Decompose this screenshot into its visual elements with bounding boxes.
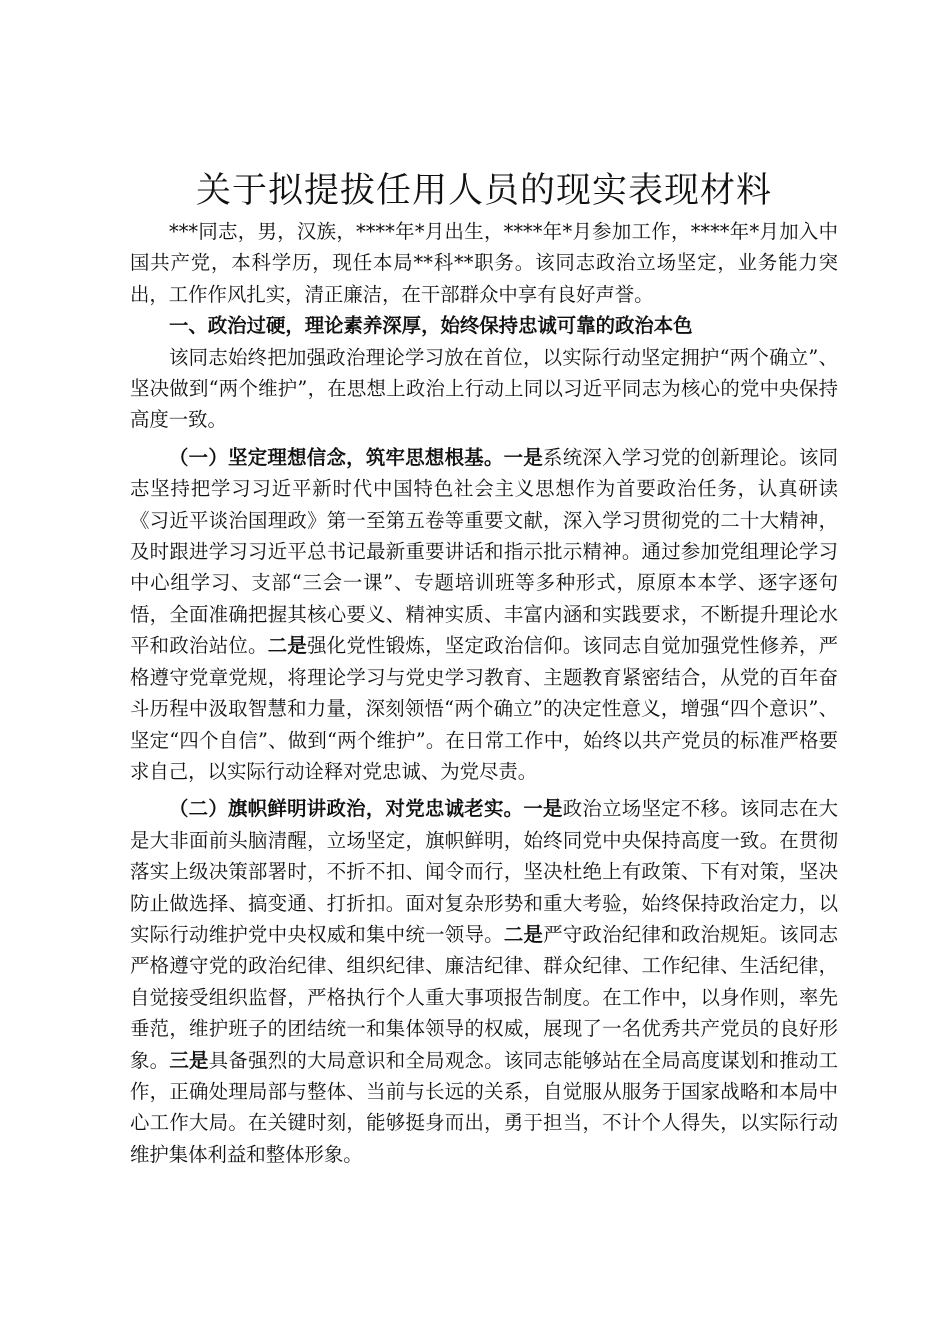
subsection-2-lead-2: 二是	[503, 922, 544, 946]
subsection-1-text-1: 系统深入学习党的创新理论。该同志坚持把学习习近平新时代中国特色社会主义思想作为首要政治任务，认真研读《习近平谈治国理政》第一至第五卷等重要文献，深入学习贯彻党的二十大精神，及时跟进学习习近平总书记最新重要讲话和指示批示精神。通过参加党组理论学习中心组学习、支部“三会一课”、专题培训班等多种形式，原原本本学、逐字逐句悟，全面准确把握其核心要义、精神实质、丰富内涵和实践要求，不断提升理论水平和政治站位。	[130, 445, 839, 658]
subsection-1-lead-2: 二是	[267, 634, 308, 658]
subsection-2-lead-1: 一是	[523, 797, 563, 821]
subsection-2-text-1: 政治立场坚定不移。该同志在大是大非面前头脑清醒，立场坚定，旗帜鲜明，始终同党中央保持高度一致。在贯彻落实上级决策部署时，不折不扣、闻令而行，坚决杜绝上有政策、下有对策，坚决防止做选择、搞变通、打折扣。面对复杂形势和重大考验，始终保持政治定力，以实际行动维护党中央权威和集中统一领导。	[130, 797, 839, 946]
subsection-2-heading: （二）旗帜鲜明讲政治，对党忠诚老实。	[169, 797, 524, 821]
subsection-2-paragraph	[130, 793, 838, 1170]
subsection-2-lead-3: 三是	[169, 1048, 209, 1072]
subsection-1-text-2: 强化党性锻炼，坚定政治信仰。该同志自觉加强党性修养，严格遵守党章党规，将理论学习与党史学习教育、主题教育紧密结合，从党的百年奋斗历程中汲取智慧和力量，深刻领悟“两个确立”的决定性意义，增强“四个意识”、坚定“四个自信”、做到“两个维护”。在日常工作中，始终以共产党员的标准严格要求自己，以实际行动诠释对党忠诚、为党尽责。	[130, 634, 839, 783]
subsection-1-paragraph	[130, 442, 838, 787]
intro-paragraph: ***同志，男，汉族，****年*月出生，****年*月参加工作，****年*月加入中国共产党，本科学历，现任本局**科**职务。该同志政治立场坚定，业务能力突出，工作作风扎实，清正廉洁，在干部群众中享有良好声誉。	[130, 220, 838, 306]
section-1-heading: 一、政治过硬，理论素养深厚，始终保持忠诚可靠的政治本色	[169, 314, 693, 338]
subsection-1-lead-1: 一是	[503, 445, 544, 469]
section-1-summary: 该同志始终把加强政治理论学习放在首位，以实际行动坚定拥护“两个确立”、坚决做到“两个维护”，在思想上政治上行动上同以习近平同志为核心的党中央保持高度一致。	[130, 345, 838, 432]
subsection-2-text-3: 具备强烈的大局意识和全局观念。该同志能够站在全局高度谋划和推动工作，正确处理局部与整体、当前与长远的关系，自觉服从服务于国家战略和本局中心工作大局。在关键时刻，能够挺身而出，勇于担当，不计个人得失，以实际行动维护集体利益和整体形象。	[130, 1048, 839, 1166]
subsection-2-text-2: 严守政治纪律和政治规矩。该同志严格遵守党的政治纪律、组织纪律、廉洁纪律、群众纪律、工作纪律、生活纪律，自觉接受组织监督，严格执行个人重大事项报告制度。在工作中，以身作则，率先垂范，维护班子的团结统一和集体领导的权威，展现了一名优秀共产党员的良好形象。	[130, 922, 839, 1072]
subsection-1-heading: （一）坚定理想信念，筑牢思想根基。	[169, 445, 504, 469]
document-title: 关于拟提拔任用人员的现实表现材料	[195, 171, 772, 211]
